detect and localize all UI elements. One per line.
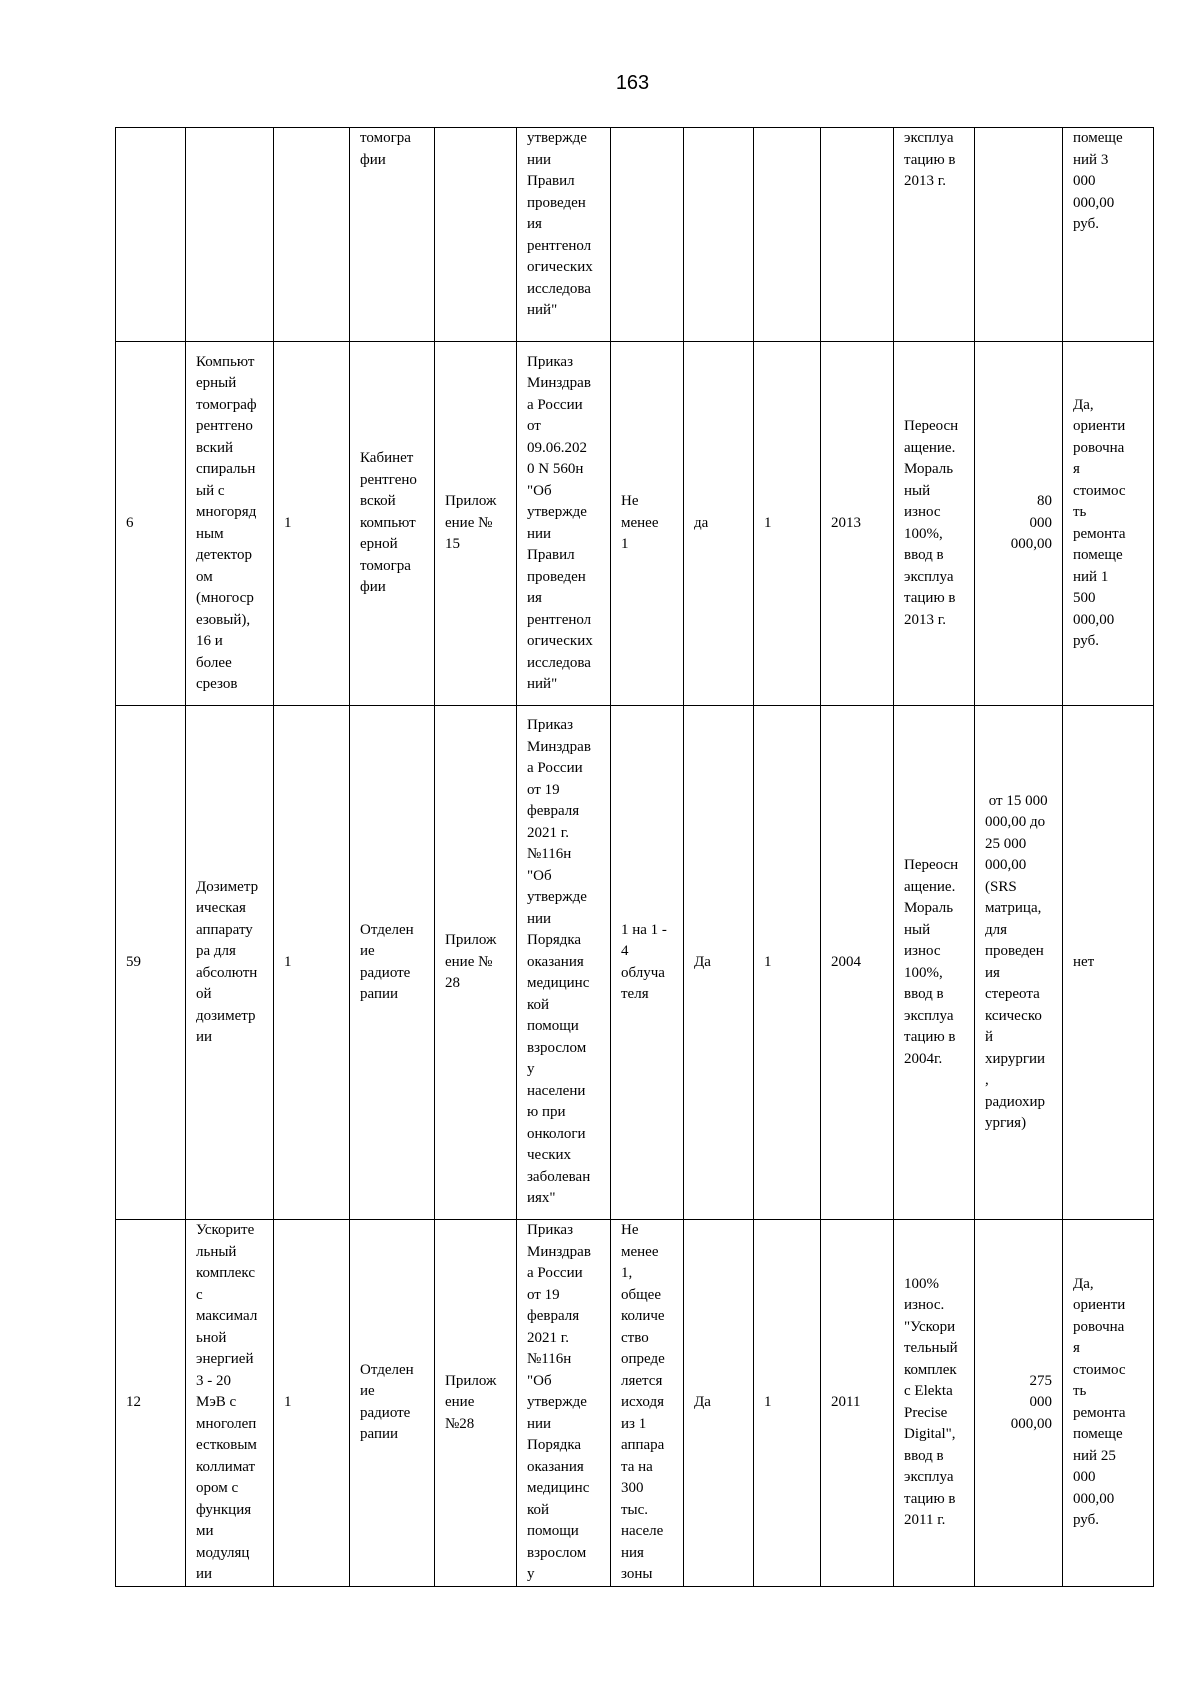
- cell-qty: 1: [274, 706, 350, 1220]
- cell-order: Приказ Минздрав а России от 09.06.202 0 N 560н "Об утвержде нии Правил проведен ия рентгенол огических исследова ний": [517, 342, 611, 706]
- cell-repair: Да, ориенти ровочна я стоимос ть ремонта помеще ний 1 500 000,00 руб.: [1063, 342, 1154, 706]
- cell-available: Да: [684, 706, 754, 1220]
- cell-appendix: Прилож ение № 28: [435, 706, 517, 1220]
- cell-appendix: [435, 128, 517, 342]
- cell-order: Приказ Минздрав а России от 19 февраля 2021 г. №116н "Об утвержде нии Порядка оказания медицинс кой помощи взрослом у населени ю при онкологи ческих заболеван иях": [517, 706, 611, 1220]
- cell-note: Переосн ащение. Мораль ный износ 100%, ввод в эксплуа тацию в 2013 г.: [894, 342, 975, 706]
- cell-department: Отделен ие радиоте рапии: [350, 706, 435, 1220]
- cell-order: Приказ Минздрав а России от 19 февраля 2021 г. №116н "Об утвержде нии Порядка оказания медицинс кой помощи взрослом у: [517, 1220, 611, 1587]
- cell-note: 100% износ. "Ускори тельный комплек с Elekta Precise Digital", ввод в эксплуа тацию в 2011 г.: [894, 1220, 975, 1587]
- cell-department: Отделен ие радиоте рапии: [350, 1220, 435, 1587]
- cell-available: Да: [684, 1220, 754, 1587]
- cell-name: Компьют ерный томограф рентгено вский спиральн ый с многоряд ным детектор ом (многоср езовый), 16 и более срезов: [186, 342, 274, 706]
- cell-norm: [611, 128, 684, 342]
- cell-available: да: [684, 342, 754, 706]
- cell-note: Переосн ащение. Мораль ный износ 100%, ввод в эксплуа тацию в 2004г.: [894, 706, 975, 1220]
- table-row: [116, 706, 1154, 1220]
- cell-repair: нет: [1063, 706, 1154, 1220]
- cell-name: Дозиметр ическая аппарату ра для абсолютн ой дозиметр ии: [186, 706, 274, 1220]
- table-row: [116, 1220, 1154, 1587]
- cell-note: эксплуа тацию в 2013 г.: [894, 128, 975, 342]
- cell-cost: 275 000 000,00: [975, 1220, 1063, 1587]
- cell-name: [186, 128, 274, 342]
- cell-norm: 1 на 1 - 4 облуча теля: [611, 706, 684, 1220]
- cell-repair: помеще ний 3 000 000,00 руб.: [1063, 128, 1154, 342]
- cell-count: 1: [754, 342, 821, 706]
- cell-qty: [274, 128, 350, 342]
- table-row: [116, 128, 1154, 342]
- cell-norm: Не менее 1, общее количе ство опреде ляется исходя из 1 аппара та на 300 тыс. населе ния зоны: [611, 1220, 684, 1587]
- cell-name: Ускорите льный комплекс с максимал ьной энергией 3 - 20 МэВ с многолеп естковым коллимат ором с функция ми модуляц ии: [186, 1220, 274, 1587]
- cell-year: 2013: [821, 342, 894, 706]
- cell-qty: 1: [274, 1220, 350, 1587]
- cell-appendix: Прилож ение № 15: [435, 342, 517, 706]
- cell-cost: от 15 000 000,00 до 25 000 000,00 (SRS матрица, для проведен ия стереота ксическо й хирургии , радиохир ургия): [975, 706, 1063, 1220]
- cell-count: [754, 128, 821, 342]
- cell-norm: Не менее 1: [611, 342, 684, 706]
- cell-no: 6: [116, 342, 186, 706]
- cell-available: [684, 128, 754, 342]
- cell-year: 2004: [821, 706, 894, 1220]
- cell-qty: 1: [274, 342, 350, 706]
- cell-department: томогра фии: [350, 128, 435, 342]
- cell-department: Кабинет рентгено вской компьют ерной томогра фии: [350, 342, 435, 706]
- cell-cost: 80 000 000,00: [975, 342, 1063, 706]
- table-row: [116, 342, 1154, 706]
- cell-year: [821, 128, 894, 342]
- cell-no: 12: [116, 1220, 186, 1587]
- cell-cost: [975, 128, 1063, 342]
- cell-appendix: Прилож ение №28: [435, 1220, 517, 1587]
- cell-repair: Да, ориенти ровочна я стоимос ть ремонта помеще ний 25 000 000,00 руб.: [1063, 1220, 1154, 1587]
- equipment-table: [115, 127, 1154, 1587]
- page-number: 163: [615, 72, 650, 94]
- cell-year: 2011: [821, 1220, 894, 1587]
- cell-count: 1: [754, 1220, 821, 1587]
- cell-no: [116, 128, 186, 342]
- cell-order: утвержде нии Правил проведен ия рентгенол огических исследова ний": [517, 128, 611, 342]
- cell-no: 59: [116, 706, 186, 1220]
- cell-count: 1: [754, 706, 821, 1220]
